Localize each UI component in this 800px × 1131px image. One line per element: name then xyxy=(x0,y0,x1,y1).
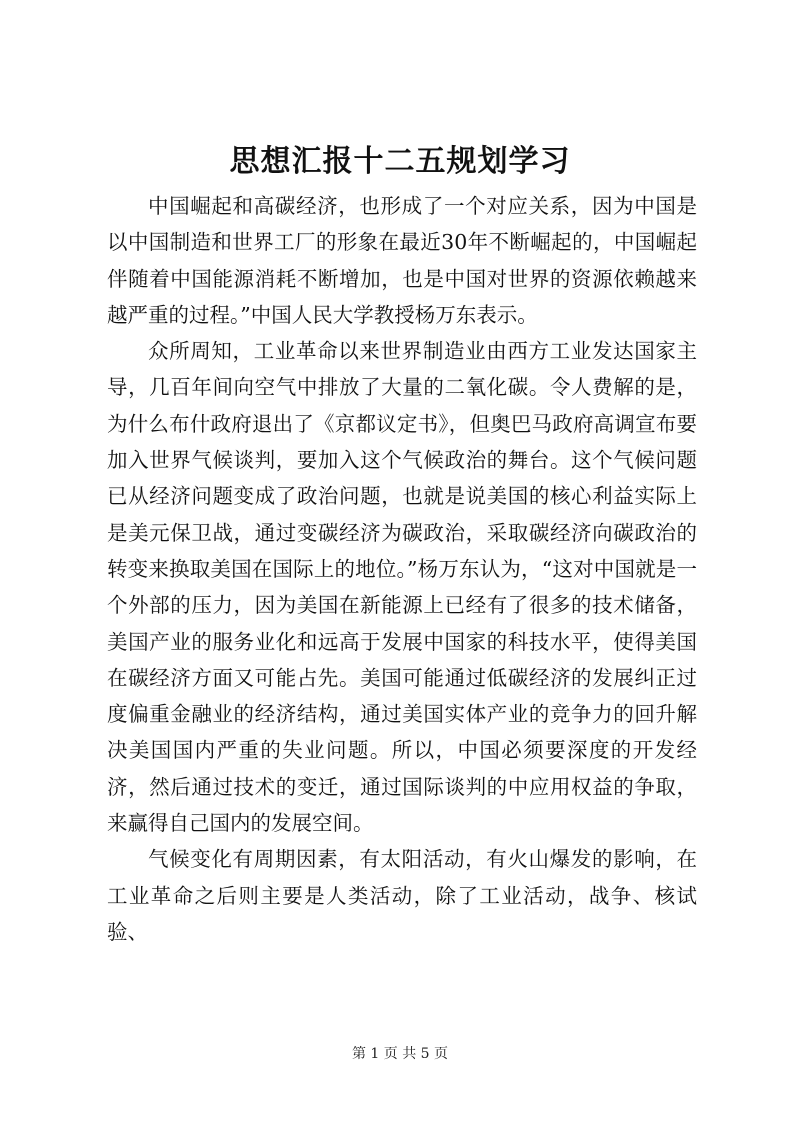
paragraph-2: 众所周知，工业革命以来世界制造业由西方工业发达国家主导，几百年间向空气中排放了大量的二氧化碳。令人费解的是，为什么布什政府退出了《京都议定书》，但奥巴马政府高调宣布要加入世界气候谈判，要加入这个气候政治的舞台。这个气候问题已从经济问题变成了政治问题，也就是说美国的核心利益实际上是美元保卫战，通过变碳经济为碳政治，采取碳经济向碳政治的转变来换取美国在国际上的地位。”杨万东认为，“这对中国就是一个外部的压力，因为美国在新能源上已经有了很多的技术储备，美国产业的服务业化和远高于发展中国家的科技水平，使得美国在碳经济方面又可能占先。美国可能通过低碳经济的发展纠正过度偏重金融业的经济结构，通过美国实体产业的竞争力的回升解决美国国内严重的失业问题。所以，中国必须要深度的开发经济，然后通过技术的变迁，通过国际谈判的中应用权益的争取，来赢得自己国内的发展空间。 xyxy=(107,339,697,836)
page-number-footer: 第 1 页 共 5 页 xyxy=(351,1046,449,1062)
document-body xyxy=(107,188,697,950)
document-title: 思想汇报十二五规划学习 xyxy=(229,144,571,179)
paragraph-1: 中国崛起和高碳经济，也形成了一个对应关系，因为中国是以中国制造和世界工厂的形象在最近30年不断崛起的，中国崛起伴随着中国能源消耗不断增加，也是中国对世界的资源依赖越来越严重的过程。”中国人民大学教授杨万东表示。 xyxy=(107,194,697,327)
paragraph-3: 气候变化有周期因素，有太阳活动，有火山爆发的影响，在工业革命之后则主要是人类活动，除了工业活动，战争、核试验、 xyxy=(107,847,697,944)
